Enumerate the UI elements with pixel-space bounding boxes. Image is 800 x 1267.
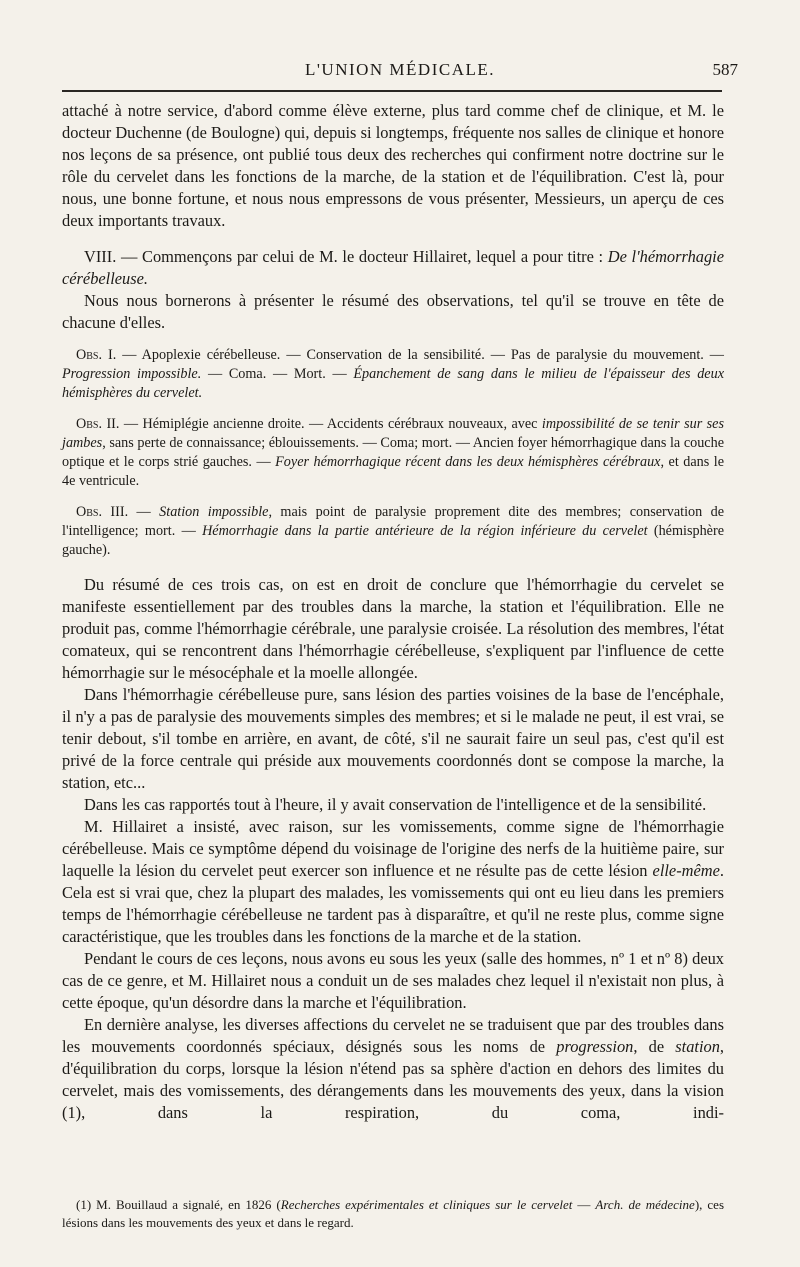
observation-1: Obs. I. — Apoplexie cérébelleuse. — Conservation de la sensibilité. — Pas de paralysie du mouvement. — Progression impossible. — Coma. — Mort. — Épanchement de sang dans le milieu de l'épaisseur des deux hémisphères du cervelet. xyxy=(62,347,724,401)
paragraph-7: M. Hillairet a insisté, avec raison, sur les vomissements, comme signe de l'hémorrhagie cérébelleuse. Mais ce symptôme dépend du voisinage de l'origine des nerfs de la huitième paire, sur laquelle la lésion du cervelet peut exercer son influence et ne résulte pas de cette lésion elle-même. Cela est si vrai que, chez la plupart des malades, les vomissements qui ont eu lieu dans les premiers temps de l'hémorrhagie cérébelleuse ne tardent pas à disparaître, et qu'il ne reste plus, comme signe caractéristique, que les troubles dans les fonctions de la marche et de la station. xyxy=(62,817,724,946)
paragraph-8: Pendant le cours de ces leçons, nous avons eu sous les yeux (salle des hommes, nº 1 et nº 8) deux cas de ce genre, et M. Hillairet nous a conduit un de ses malades chez lequel il n'existait non plus, à cette époque, qu'un désordre dans la marche et l'équilibration. xyxy=(62,949,724,1012)
paragraph-2 xyxy=(62,246,724,290)
paragraph-9: En dernière analyse, les diverses affections du cervelet ne se traduisent que par des troubles dans les mouvements coordonnés spéciaux, désignés sous les noms de progression, de station, d'équilibration du corps, lorsque la lésion n'étend pas sa sphère d'action en dehors des limites du cervelet, mais des vomissements, des dérangements dans les mouvements des yeux, dans la vision (1), dans la respiration, du coma, indi- xyxy=(62,1015,725,1122)
observation-label: Obs. II. xyxy=(76,416,120,432)
observation-3: Obs. III. — Station impossible, mais point de paralysie proprement dite des membres; conservation de l'intelligence; mort. — Hémorrhagie dans la partie antérieure de la région inférieure du cervelet (hémisphère gauche). xyxy=(62,504,724,558)
main-text xyxy=(62,100,724,1124)
header-rule xyxy=(62,90,722,92)
paragraph-6: Dans les cas rapportés tout à l'heure, il y avait conservation de l'intelligence et de la sensibilité. xyxy=(84,795,707,814)
page-number: 587 xyxy=(712,60,738,79)
paragraph-5: Dans l'hémorrhagie cérébelleuse pure, sans lésion des parties voisines de la base de l'encéphale, il n'y a pas de paralysie des mouvements simples des membres; et si le malade ne peut, il est vrai, se tenir debout, s'il tombe en arrière, en avant, de côté, s'il ne saurait faire un seul pas, c'est qu'il est privé de la force centrale qui préside aux mouvements coordonnés dont se compose la marche, la station, etc... xyxy=(62,685,724,792)
footnote: (1) M. Bouillaud a signalé, en 1826 (Recherches expérimentales et cliniques sur le cervelet — Arch. de médecine), ces lésions dans les mouvements des yeux et dans le regard. xyxy=(62,1197,724,1230)
observation-2: Obs. II. — Hémiplégie ancienne droite. — Accidents cérébraux nouveaux, avec impossibilité de se tenir sur ses jambes, sans perte de connaissance; éblouissements. — Coma; mort. — Ancien foyer hémorrhagique dans la couche optique et le corps strié gauches. — Foyer hémorrhagique récent dans les deux hémisphères cérébraux, et dans le 4e ventricule. xyxy=(62,416,725,489)
running-header xyxy=(62,60,738,86)
observation-label: Obs. III. xyxy=(76,504,129,520)
section-heading: VIII. — Commençons par celui de M. le docteur Hillairet, lequel a pour titre : xyxy=(84,247,608,266)
paragraph-3: Nous nous bornerons à présenter le résumé des observations, tel qu'il se trouve en tête de chacune d'elles. xyxy=(62,291,724,332)
work-title: De l'hémorrhagie cérébelleuse. xyxy=(62,247,724,288)
observation-label: Obs. I. xyxy=(76,347,117,363)
paragraph-1: attaché à notre service, d'abord comme élève externe, plus tard comme chef de clinique, et M. le docteur Duchenne (de Boulogne) qui, depuis si longtemps, fréquente nos salles de clinique et honore nos leçons de sa présence, ont publié tous deux des recherches qui confirment notre doctrine sur le rôle du cervelet dans les fonctions de la marche, de la station et de l'équilibration. C'est là, pour nous, une bonne fortune, et nous nous empressons de vous présenter, Messieurs, un aperçu de ces deux importants travaux. xyxy=(62,101,724,230)
journal-title: L'UNION MÉDICALE. xyxy=(304,60,496,79)
paragraph-4: Du résumé de ces trois cas, on est en droit de conclure que l'hémorrhagie du cervelet se manifeste essentiellement par des troubles dans la marche, la station et l'équilibration. Elle ne produit pas, comme l'hémorrhagie cérébrale, une paralysie croisée. La résolution des membres, l'état comateux, qui se rencontrent dans l'hémorrhagie cérébelleuse, s'expliquent par l'influence de cette hémorrhagie sur le mésocéphale et la moelle allongée. xyxy=(62,575,724,682)
